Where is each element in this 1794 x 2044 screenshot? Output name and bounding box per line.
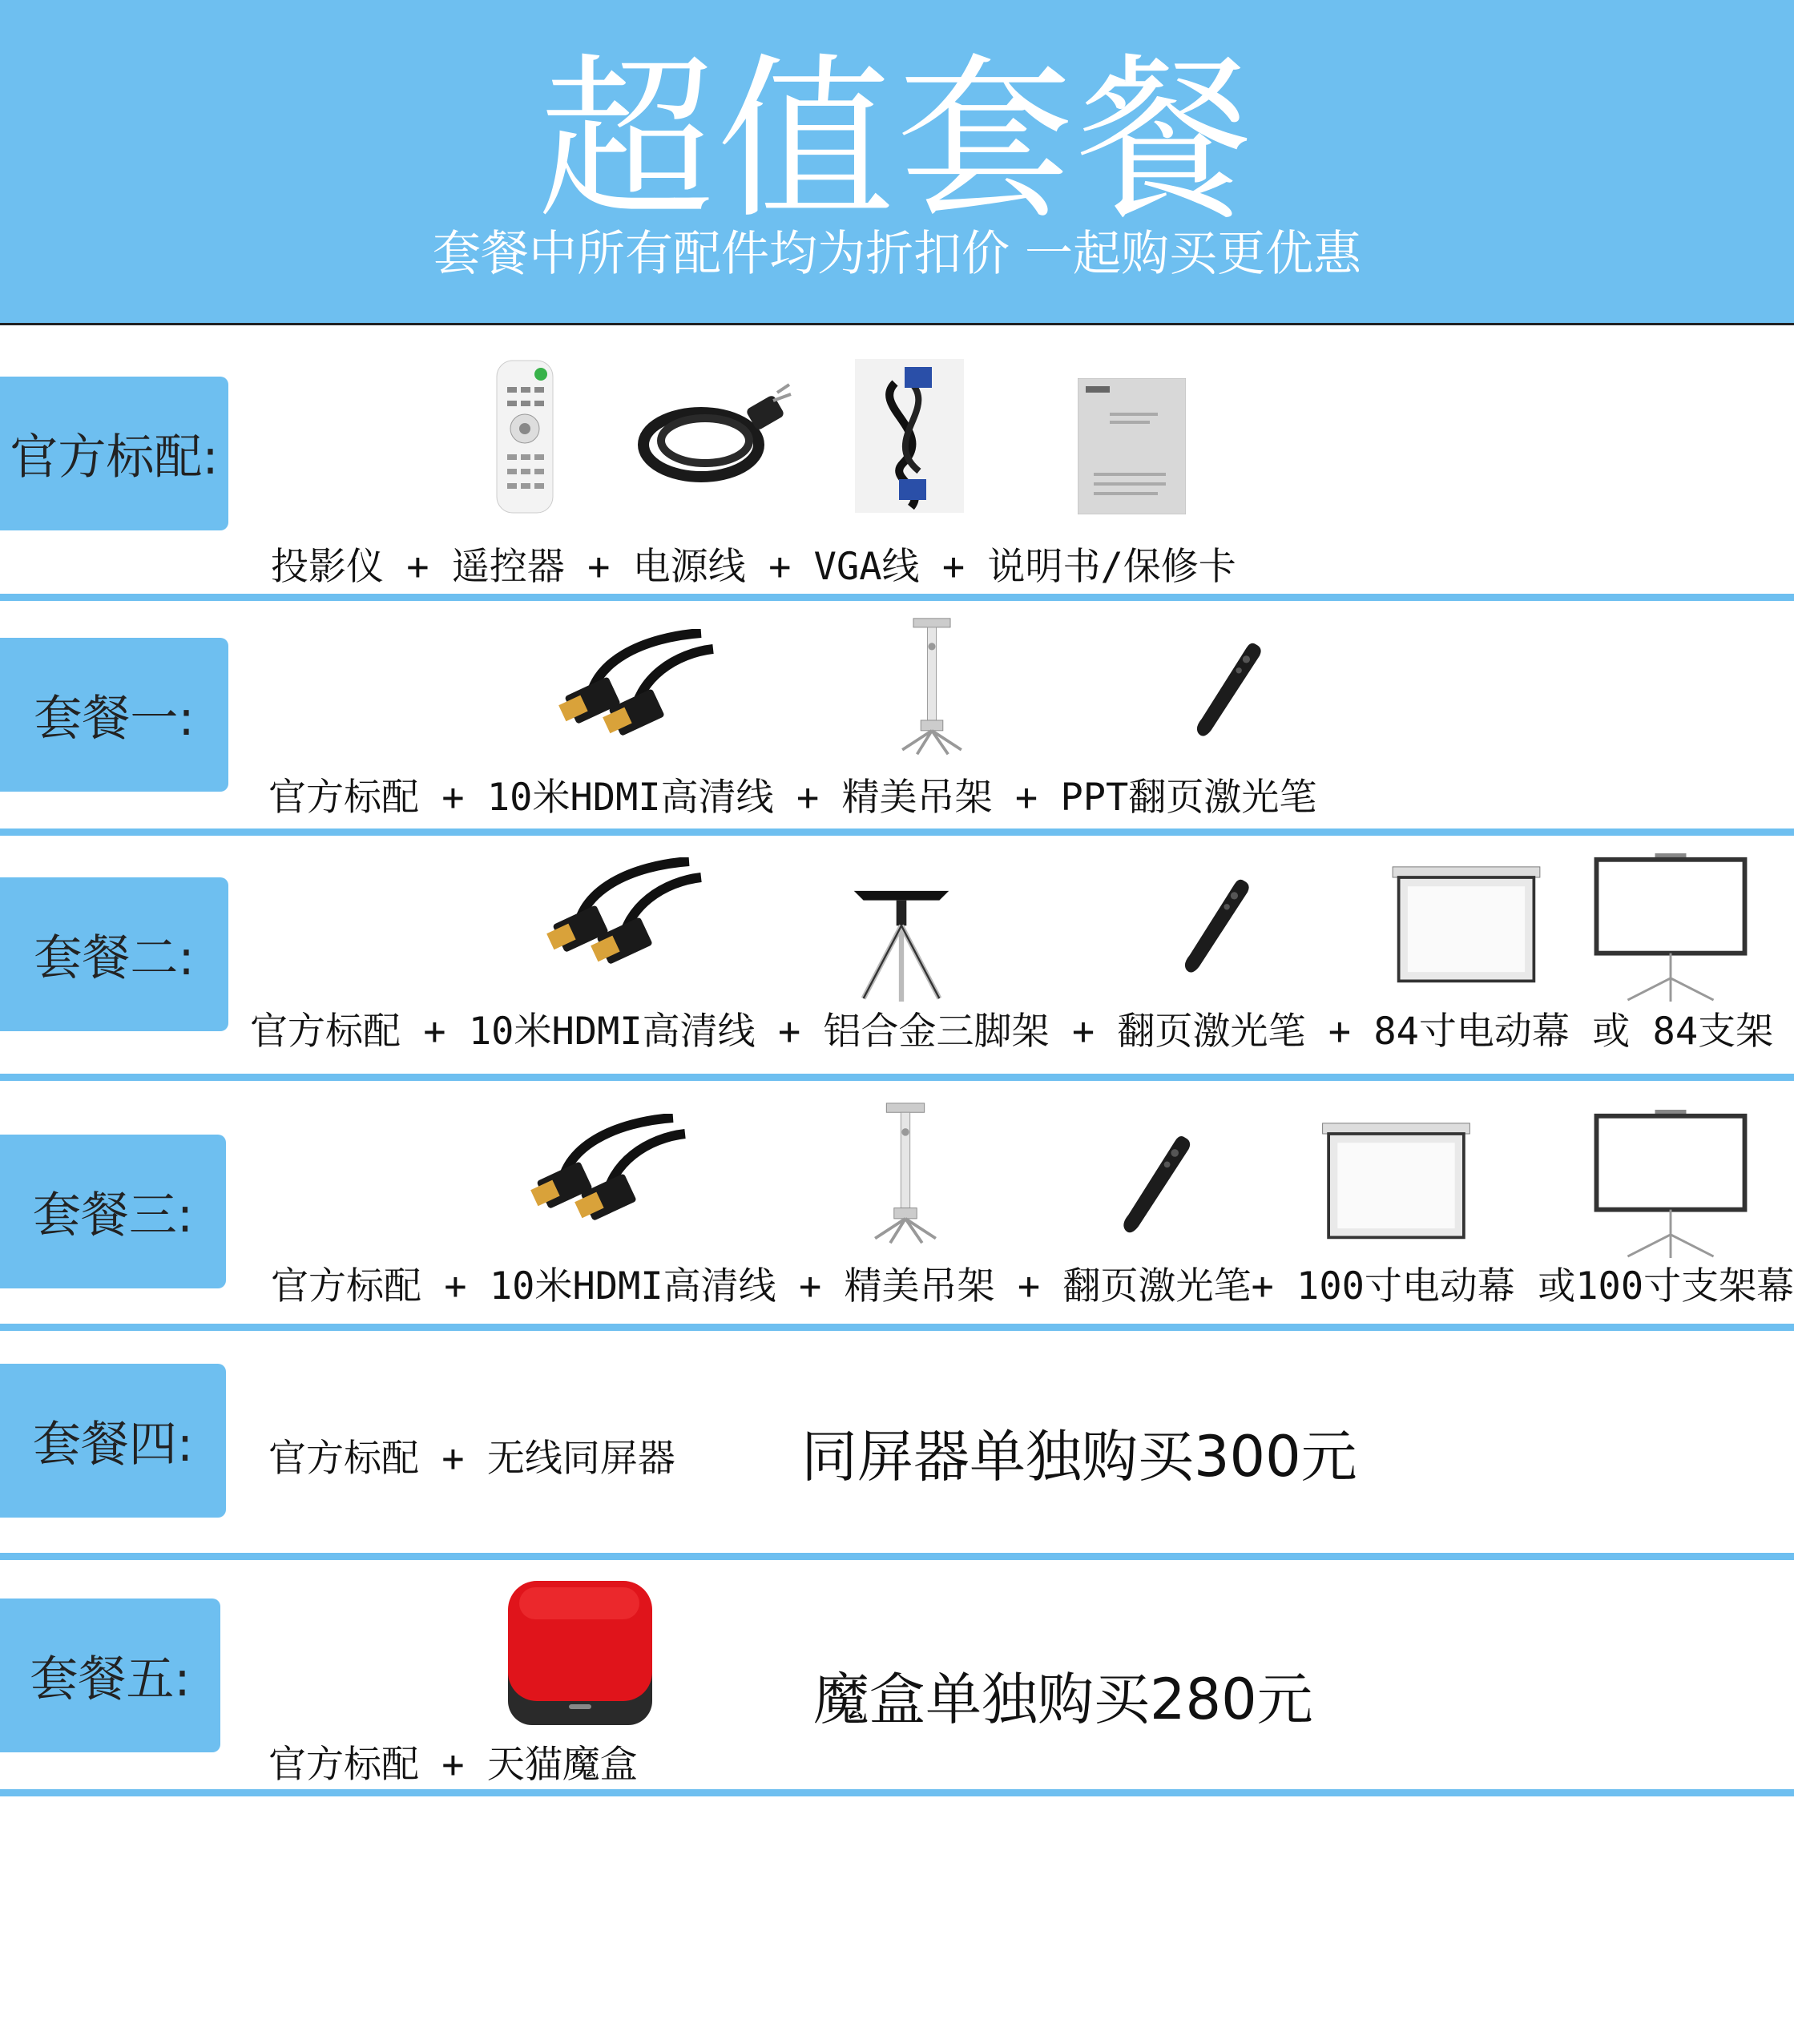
section-caption-package-1: 官方标配 + 10米HDMI高清线 + 精美吊架 + PPT翻页激光笔 [268, 776, 1317, 820]
power-cord-icon [637, 377, 797, 489]
section-tag-standard: 官方标配: [0, 377, 228, 530]
tripod-screen-icon [1590, 853, 1751, 1002]
page-subtitle: 套餐中所有配件均为折扣价 一起购买更优惠 [432, 226, 1362, 282]
section-caption-standard: 投影仪 + 遥控器 + 电源线 + VGA线 + 说明书/保修卡 [271, 545, 1236, 589]
hdmi-cable-icon [529, 1106, 689, 1242]
remote-control-icon [453, 357, 581, 517]
section-divider [0, 594, 1794, 601]
hdmi-cable-icon [557, 629, 717, 749]
ceiling-mount-icon [865, 1102, 945, 1246]
section-tag-package-2: 套餐二: [0, 877, 228, 1031]
section-tag-package-4: 套餐四: [0, 1364, 226, 1518]
section-caption-package-3: 官方标配 + 10米HDMI高清线 + 精美吊架 + 翻页激光笔+ 100寸电动幕 或100寸支架幕 [271, 1264, 1794, 1308]
tmall-box-icon [503, 1576, 657, 1730]
electric-screen-icon [1382, 865, 1550, 986]
hdmi-cable-icon [545, 849, 705, 986]
section-caption-package-2: 官方标配 + 10米HDMI高清线 + 铝合金三脚架 + 翻页激光笔 + 84寸电动幕 或 84支架 [250, 1010, 1774, 1054]
tripod-screen-icon [1590, 1110, 1751, 1258]
laser-pointer-icon [1186, 637, 1274, 741]
section-caption-package-4: 官方标配 + 无线同屏器 [268, 1437, 675, 1481]
laser-pointer-icon [1114, 1130, 1202, 1238]
ceiling-mount-icon [892, 617, 972, 757]
electric-screen-icon [1310, 1122, 1482, 1242]
page-title: 超值套餐 [538, 38, 1256, 243]
price-note-package-5: 魔盒单独购买280元 [813, 1667, 1313, 1732]
section-tag-package-1: 套餐一: [0, 638, 228, 792]
section-caption-package-5: 官方标配 + 天猫魔盒 [268, 1743, 638, 1787]
section-tag-package-5: 套餐五: [0, 1599, 220, 1752]
section-divider [0, 1324, 1794, 1331]
vga-cable-icon [855, 359, 964, 513]
section-divider [0, 1553, 1794, 1560]
manual-icon [1078, 378, 1186, 514]
section-divider [0, 1789, 1794, 1796]
tripod-icon [849, 881, 953, 1002]
section-divider [0, 1074, 1794, 1081]
price-note-package-4: 同屏器单独购买300元 [801, 1424, 1357, 1490]
section-tag-package-3: 套餐三: [0, 1135, 226, 1288]
section-divider [0, 828, 1794, 836]
laser-pointer-icon [1174, 873, 1262, 978]
header-banner [0, 0, 1794, 325]
